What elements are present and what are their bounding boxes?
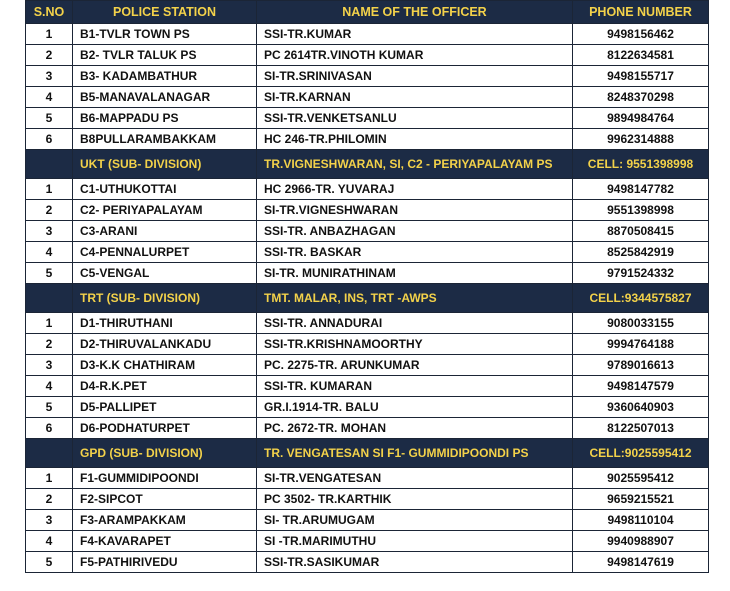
- police-station: D1-THIRUTHANI: [73, 313, 257, 334]
- phone-number: 8525842919: [573, 242, 709, 263]
- subdivision-name: GPD (SUB- DIVISION): [73, 439, 257, 468]
- subdivision-row: [26, 284, 709, 313]
- table-row: [26, 179, 709, 200]
- police-station: D2-THIRUVALANKADU: [73, 334, 257, 355]
- serial-number: 1: [26, 313, 73, 334]
- police-station: B8PULLARAMBAKKAM: [73, 129, 257, 150]
- officer-name: SSI-TR.KRISHNAMOORTHY: [257, 334, 573, 355]
- serial-number: 1: [26, 179, 73, 200]
- serial-number: 5: [26, 397, 73, 418]
- header-row: [26, 1, 709, 24]
- officer-name: SI-TR.SRINIVASAN: [257, 66, 573, 87]
- table-body: [26, 24, 709, 573]
- police-station: F3-ARAMPAKKAM: [73, 510, 257, 531]
- officer-name: HC 2966-TR. YUVARAJ: [257, 179, 573, 200]
- phone-number: 9080033155: [573, 313, 709, 334]
- officer-name: SI- TR.ARUMUGAM: [257, 510, 573, 531]
- phone-number: 8122507013: [573, 418, 709, 439]
- serial-number: 2: [26, 489, 73, 510]
- subdivision-cell: CELL: 9551398998: [573, 150, 709, 179]
- subdivision-name: UKT (SUB- DIVISION): [73, 150, 257, 179]
- police-station: C4-PENNALURPET: [73, 242, 257, 263]
- phone-number: 9789016613: [573, 355, 709, 376]
- serial-number: 1: [26, 24, 73, 45]
- phone-number: 9498156462: [573, 24, 709, 45]
- table-row: [26, 24, 709, 45]
- officer-name: PC 3502- TR.KARTHIK: [257, 489, 573, 510]
- officer-table: [25, 0, 709, 573]
- police-station: B6-MAPPADU PS: [73, 108, 257, 129]
- table-row: [26, 313, 709, 334]
- serial-number: 5: [26, 552, 73, 573]
- police-station: F5-PATHIRIVEDU: [73, 552, 257, 573]
- police-station: C1-UTHUKOTTAI: [73, 179, 257, 200]
- subdivision-officer: TMT. MALAR, INS, TRT -AWPS: [257, 284, 573, 313]
- subdivision-name: TRT (SUB- DIVISION): [73, 284, 257, 313]
- serial-number: 4: [26, 531, 73, 552]
- serial-number: 4: [26, 376, 73, 397]
- serial-number: 3: [26, 510, 73, 531]
- police-station: B5-MANAVALANAGAR: [73, 87, 257, 108]
- police-station: C5-VENGAL: [73, 263, 257, 284]
- serial-number: 4: [26, 242, 73, 263]
- header-officer-name: NAME OF THE OFFICER: [257, 1, 573, 24]
- table-row: [26, 242, 709, 263]
- officer-directory: [25, 0, 708, 573]
- subdivision-row: [26, 439, 709, 468]
- phone-number: 8870508415: [573, 221, 709, 242]
- table-row: [26, 418, 709, 439]
- phone-number: 9498110104: [573, 510, 709, 531]
- officer-name: GR.I.1914-TR. BALU: [257, 397, 573, 418]
- subdivision-cell: CELL:9025595412: [573, 439, 709, 468]
- table-row: [26, 221, 709, 242]
- table-row: [26, 531, 709, 552]
- serial-number: 4: [26, 87, 73, 108]
- table-row: [26, 355, 709, 376]
- subdivision-row: [26, 150, 709, 179]
- table-row: [26, 376, 709, 397]
- phone-number: 9498147579: [573, 376, 709, 397]
- table-row: [26, 552, 709, 573]
- serial-number: 2: [26, 334, 73, 355]
- police-station: D4-R.K.PET: [73, 376, 257, 397]
- phone-number: 8248370298: [573, 87, 709, 108]
- table-row: [26, 45, 709, 66]
- table-row: [26, 129, 709, 150]
- subdivision-blank: [26, 150, 73, 179]
- table-row: [26, 468, 709, 489]
- officer-name: SSI-TR. BASKAR: [257, 242, 573, 263]
- officer-name: HC 246-TR.PHILOMIN: [257, 129, 573, 150]
- table-row: [26, 489, 709, 510]
- phone-number: 9498147782: [573, 179, 709, 200]
- phone-number: 9498155717: [573, 66, 709, 87]
- serial-number: 2: [26, 200, 73, 221]
- table-row: [26, 263, 709, 284]
- header-police-station: POLICE STATION: [73, 1, 257, 24]
- subdivision-officer: TR.VIGNESHWARAN, SI, C2 - PERIYAPALAYAM PS: [257, 150, 573, 179]
- officer-name: PC 2614TR.VINOTH KUMAR: [257, 45, 573, 66]
- table-row: [26, 200, 709, 221]
- phone-number: 9360640903: [573, 397, 709, 418]
- officer-name: PC. 2275-TR. ARUNKUMAR: [257, 355, 573, 376]
- officer-name: SSI-TR.SASIKUMAR: [257, 552, 573, 573]
- officer-name: SSI-TR. ANNADURAI: [257, 313, 573, 334]
- police-station: F2-SIPCOT: [73, 489, 257, 510]
- officer-name: PC. 2672-TR. MOHAN: [257, 418, 573, 439]
- police-station: B1-TVLR TOWN PS: [73, 24, 257, 45]
- header-phone-number: PHONE NUMBER: [573, 1, 709, 24]
- police-station: D5-PALLIPET: [73, 397, 257, 418]
- subdivision-officer: TR. VENGATESAN SI F1- GUMMIDIPOONDI PS: [257, 439, 573, 468]
- serial-number: 5: [26, 263, 73, 284]
- serial-number: 1: [26, 468, 73, 489]
- phone-number: 9994764188: [573, 334, 709, 355]
- serial-number: 2: [26, 45, 73, 66]
- phone-number: 9791524332: [573, 263, 709, 284]
- table-row: [26, 510, 709, 531]
- serial-number: 6: [26, 418, 73, 439]
- officer-name: SSI-TR. KUMARAN: [257, 376, 573, 397]
- serial-number: 5: [26, 108, 73, 129]
- officer-name: SI-TR. MUNIRATHINAM: [257, 263, 573, 284]
- phone-number: 9659215521: [573, 489, 709, 510]
- police-station: B2- TVLR TALUK PS: [73, 45, 257, 66]
- subdivision-blank: [26, 284, 73, 313]
- police-station: C3-ARANI: [73, 221, 257, 242]
- police-station: F4-KAVARAPET: [73, 531, 257, 552]
- officer-name: SI-TR.KARNAN: [257, 87, 573, 108]
- subdivision-cell: CELL:9344575827: [573, 284, 709, 313]
- officer-name: SSI-TR.VENKETSANLU: [257, 108, 573, 129]
- officer-name: SI-TR.VENGATESAN: [257, 468, 573, 489]
- phone-number: 9894984764: [573, 108, 709, 129]
- serial-number: 3: [26, 355, 73, 376]
- police-station: F1-GUMMIDIPOONDI: [73, 468, 257, 489]
- officer-name: SI-TR.VIGNESHWARAN: [257, 200, 573, 221]
- phone-number: 9551398998: [573, 200, 709, 221]
- serial-number: 6: [26, 129, 73, 150]
- table-row: [26, 108, 709, 129]
- phone-number: 9025595412: [573, 468, 709, 489]
- police-station: D3-K.K CHATHIRAM: [73, 355, 257, 376]
- phone-number: 9940988907: [573, 531, 709, 552]
- police-station: D6-PODHATURPET: [73, 418, 257, 439]
- serial-number: 3: [26, 66, 73, 87]
- table-row: [26, 334, 709, 355]
- phone-number: 9498147619: [573, 552, 709, 573]
- officer-name: SSI-TR. ANBAZHAGAN: [257, 221, 573, 242]
- officer-name: SI -TR.MARIMUTHU: [257, 531, 573, 552]
- serial-number: 3: [26, 221, 73, 242]
- phone-number: 8122634581: [573, 45, 709, 66]
- table-row: [26, 397, 709, 418]
- police-station: B3- KADAMBATHUR: [73, 66, 257, 87]
- officer-name: SSI-TR.KUMAR: [257, 24, 573, 45]
- table-row: [26, 87, 709, 108]
- subdivision-blank: [26, 439, 73, 468]
- header-sno: S.NO: [26, 1, 73, 24]
- police-station: C2- PERIYAPALAYAM: [73, 200, 257, 221]
- table-row: [26, 66, 709, 87]
- phone-number: 9962314888: [573, 129, 709, 150]
